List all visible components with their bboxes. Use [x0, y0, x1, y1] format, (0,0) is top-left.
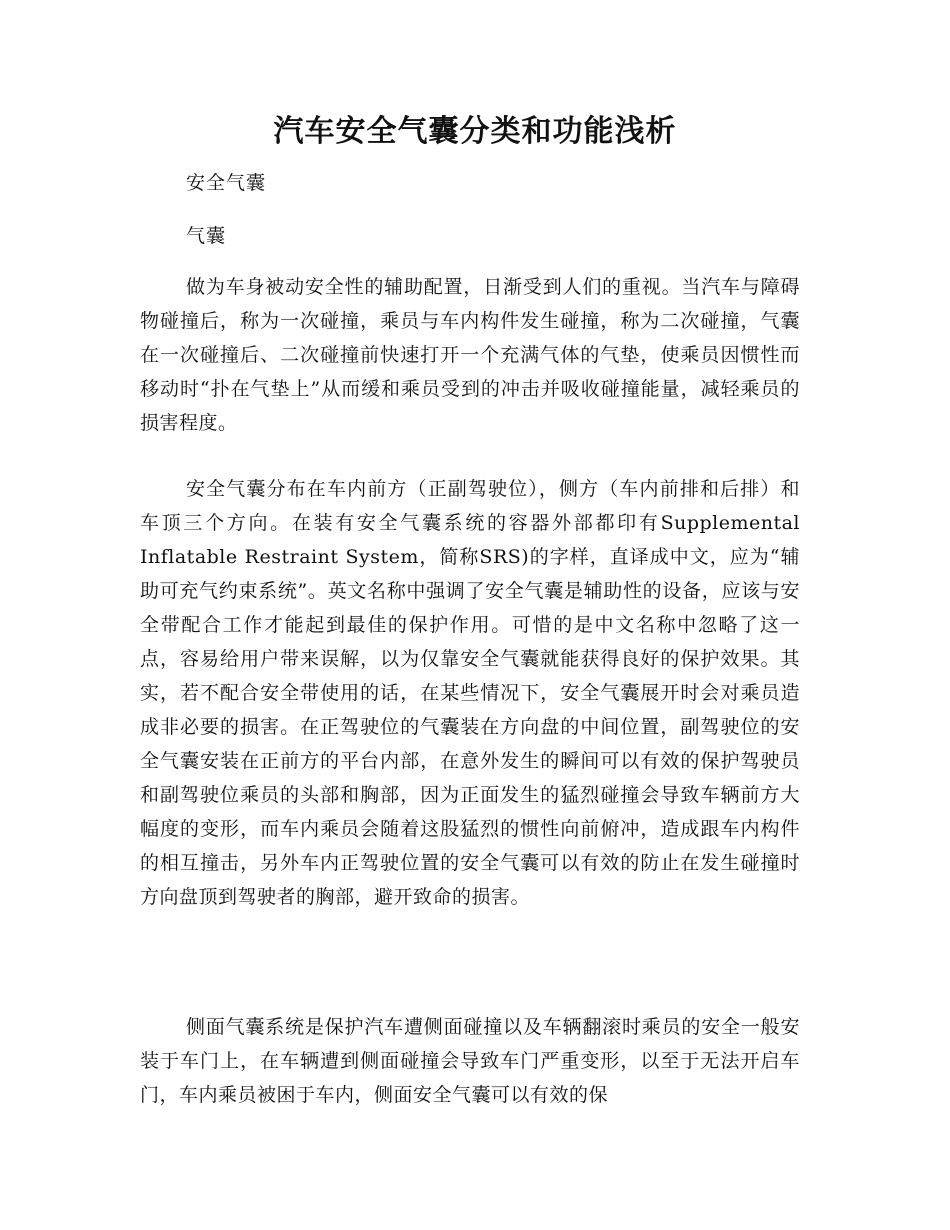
section-heading-airbag: 安全气囊: [186, 172, 267, 194]
document-title: 汽车安全气囊分类和功能浅析: [273, 114, 677, 149]
paragraph-distribution: 安全气囊分布在车内前方（正副驾驶位），侧方（车内前排和后排）和车顶三个方向。在装有安全气囊系统的容器外部都印有Supplemental Inflatable Restraint System，简称SRS)的字样，直译成中文，应为“辅助可充气约束系统”。英文名称中强调了安全气囊是辅助性的设备，应该与安全带配合工作才能起到最佳的保护作用。可惜的是中文名称中忽略了这一点，容易给用户带来误解，以为仅靠安全气囊就能获得良好的保护效果。其实，若不配合安全带使用的话，在某些情况下，安全气囊展开时会对乘员造成非必要的损害。在正驾驶位的气囊装在方向盘的中间位置，副驾驶位的安全气囊安装在正前方的平台内部，在意外发生的瞬间可以有效的保护驾驶员和副驾驶位乘员的头部和胸部，因为正面发生的猛烈碰撞会导致车辆前方大幅度的变形，而车内乘员会随着这股猛烈的惯性向前俯冲，造成跟车内构件的相互撞击，另外车内正驾驶位置的安全气囊可以有效的防止在发生碰撞时方向盘顶到驾驶者的胸部，避开致命的损害。: [140, 478, 800, 908]
paragraph-side-airbag: 侧面气囊系统是保护汽车遭侧面碰撞以及车辆翻滚时乘员的安全一般安装于车门上，在车辆遭到侧面碰撞会导致车门严重变形，以至于无法开启车门，车内乘员被困于车内，侧面安全气囊可以有效的保: [140, 1016, 800, 1106]
paragraph-intro: 做为车身被动安全性的辅助配置，日渐受到人们的重视。当汽车与障碍物碰撞后，称为一次碰撞，乘员与车内构件发生碰撞，称为二次碰撞，气囊在一次碰撞后、二次碰撞前快速打开一个充满气体的气垫，使乘员因惯性而移动时“扑在气垫上”从而缓和乘员受到的冲击并吸收碰撞能量，减轻乘员的损害程度。: [140, 276, 800, 434]
subsection-heading-airbag: 气囊: [186, 225, 227, 247]
